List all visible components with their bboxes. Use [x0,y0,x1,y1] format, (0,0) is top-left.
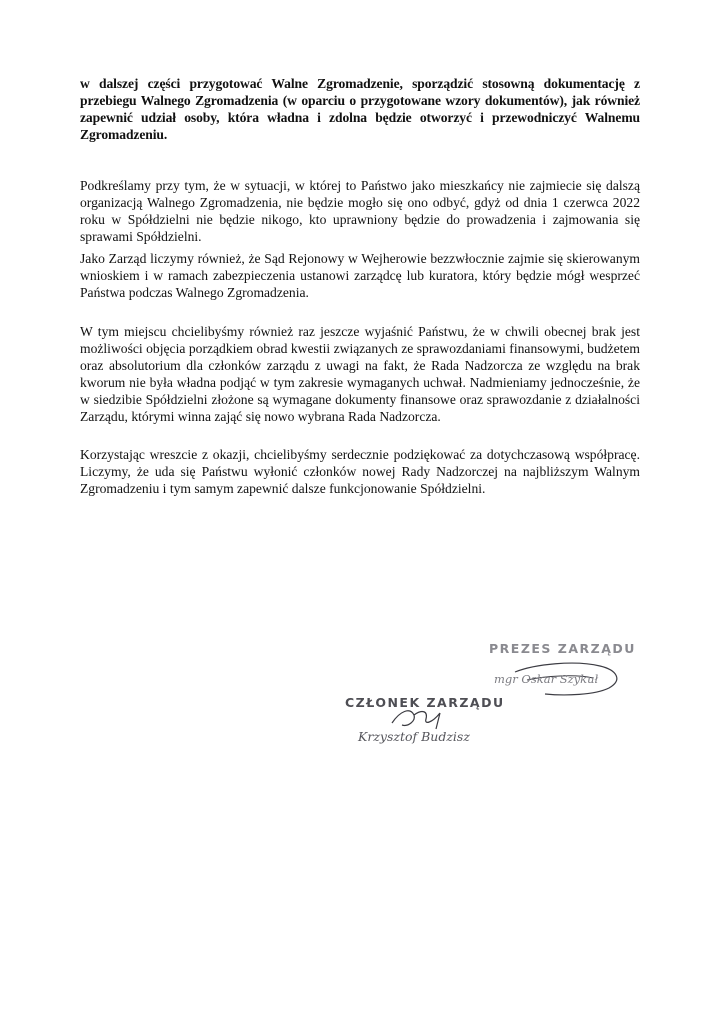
letter-paragraph-5: Korzystając wreszcie z okazji, chcielibyśmy serdecznie podziękować za dotychczasową współpracę. Liczymy, że uda się Państwu wyłonić członków nowej Rady Nadzorczej na najbliższym Walnym Zgromadzeniu i tym samym zapewnić dalsze funkcjonowanie Spółdzielni. [80,447,640,496]
letter-paragraph-2: Podkreślamy przy tym, że w sytuacji, w której to Państwo jako mieszkańcy nie zajmiecie się dalszą organizacją Walnego Zgromadzenia, nie będzie mogło się ono odbyć, gdyż od dnia 1 czerwca 2022 roku w Spółdzielni nie będzie nikogo, kto uprawniony będzie do prowadzenia i zajmowania się sprawami Spółdzielni. [80,178,640,244]
letter-paragraph-1: w dalszej części przygotować Walne Zgromadzenie, sporządzić stosowną dokumentację z przebiegu Walnego Zgromadzenia (w oparciu o przygotowane wzory dokumentów), jak również zapewnić udział osoby, która władna i zdolna będzie otworzyć i przewodniczyć Walnemu Zgromadzeniu. [80,76,640,142]
czlonek-stamp-name: Krzysztof Budzisz [358,729,470,744]
czlonek-stamp-title: CZŁONEK ZARZĄDU [345,695,505,710]
prezes-stamp-name: mgr Oskar Szykuł [494,672,599,686]
prezes-stamp-title: PREZES ZARZĄDU [489,641,636,656]
letter-paragraph-4: W tym miejscu chcielibyśmy również raz jeszcze wyjaśnić Państwu, że w chwili obecnej brak jest możliwości objęcia porządkiem obrad kwestii związanych ze sprawozdaniami finansowymi, budżetem oraz absolutorium dla członków zarządu z uwagi na fakt, że Rada Nadzorcza ze względu na brak kworum nie była władna podjąć w tym zakresie wymaganych uchwał. Nadmieniamy jednocześnie, że w siedzibie Spółdzielni złożone są wymagane dokumenty finansowe oraz sprawozdanie z działalności Zarządu, którymi winna zająć się nowo wybrana Rada Nadzorcza. [80,324,640,424]
letter-paragraph-3: Jako Zarząd liczymy również, że Sąd Rejonowy w Wejherowie bezzwłocznie zajmie się skierowanym wnioskiem i w ramach zabezpieczenia ustanowi zarządcę lub kuratora, który będzie mógł wesprzeć Państwa podczas Walnego Zgromadzenia. [80,251,640,300]
